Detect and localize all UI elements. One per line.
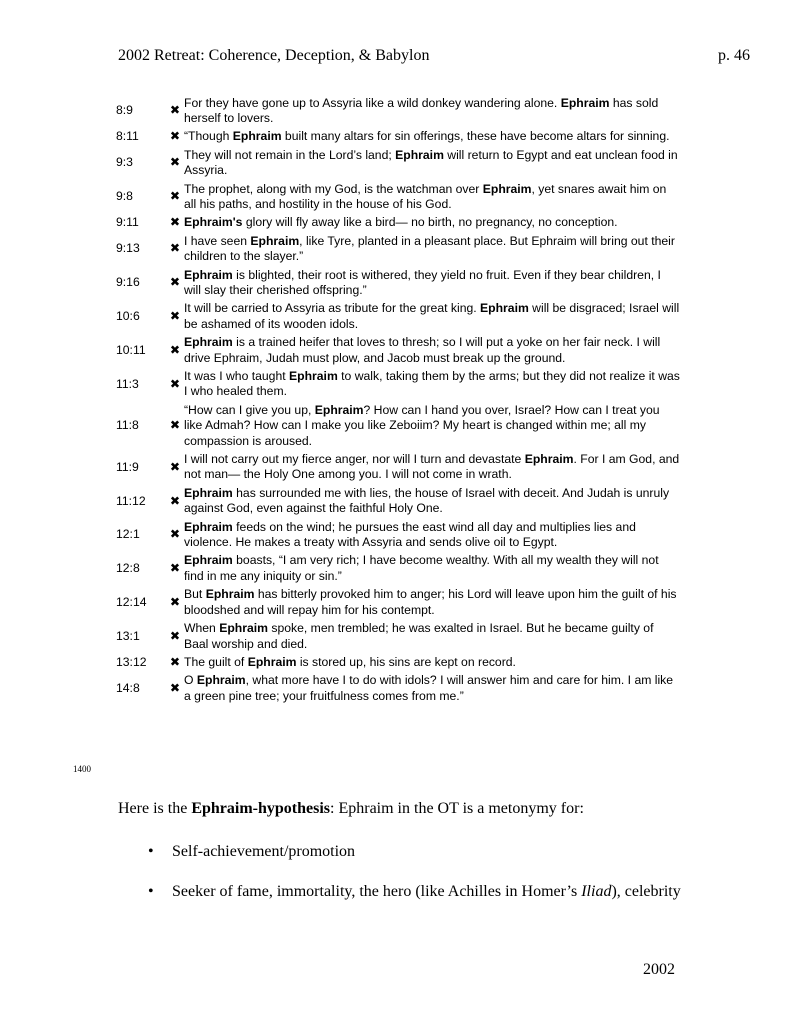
verse-reference: 11:3 (116, 376, 139, 391)
hypothesis-term: Ephraim-hypothesis (191, 800, 331, 817)
verse-text (184, 672, 680, 706)
verse-row (116, 128, 680, 146)
verse-text-part: feeds on the wind; he pursues the east wind all day and multiplies lies and violence. He makes a treaty with Assyria and sends olive oil to Egypt. (184, 519, 636, 550)
verse-row (116, 334, 680, 368)
verse-text (184, 128, 680, 146)
verse-text-part: . For I am God, and not man— the Holy One among you. I will not come in wrath. (184, 452, 680, 482)
bullet-text-italic: Iliad (581, 883, 612, 900)
verse-text-part: glory will fly away like a bird— no birth, no pregnancy, no conception. (242, 215, 618, 230)
verse-row (116, 484, 680, 518)
verse-text-part: has sold herself to lovers. (184, 95, 659, 125)
verse-reference: 12:14 (116, 594, 147, 609)
verse-text-bold: Ephraim (219, 621, 268, 636)
verse-text-part: has bitterly provoked him to anger; his Lord will leave upon him the guilt of his bloodshed and will repay him for his contempt. (184, 587, 677, 617)
verse-text-part: to walk, taking them by the arms; but they did not realize it was I who healed them. (184, 369, 680, 399)
verse-text-part: ? How can I hand you over, Israel? How can I treat you like Admah? How can I make you like Zeboiim? My heart is changed within me; all my compassion is aroused. (184, 402, 660, 448)
x-mark-icon: ✖ (169, 103, 181, 118)
verse-text-part: spoke, men trembled; he was exalted in Israel. But he became guilty of Baal worship and died. (184, 621, 654, 651)
verse-text (184, 368, 680, 402)
x-mark-icon: ✖ (169, 654, 181, 669)
verse-text (184, 94, 680, 128)
verse-text (184, 300, 680, 334)
verse-text (184, 620, 680, 654)
verse-reference: 9:16 (116, 275, 140, 290)
x-mark-icon: ✖ (169, 275, 181, 290)
verse-text (184, 653, 680, 671)
page-header-title: 2002 Retreat: Coherence, Deception, & Babylon (118, 47, 430, 64)
verse-text-part: is stored up, his sins are kept on record. (296, 654, 516, 669)
verse-reference: 11:12 (116, 493, 146, 508)
verse-reference: 8:11 (116, 129, 139, 144)
verse-text-part: is blighted, their root is withered, they yield no fruit. Even if they bear children, I will slay their cherished offspring.” (184, 267, 661, 297)
verse-text (184, 232, 680, 266)
verse-text-part: I have seen (184, 233, 251, 248)
x-mark-icon: ✖ (169, 241, 181, 256)
x-mark-icon: ✖ (169, 376, 181, 391)
verse-row (116, 552, 680, 586)
verse-text (184, 484, 680, 518)
verse-text-part: built many altars for sin offerings, these have become altars for sinning. (281, 129, 670, 144)
verse-reference: 13:1 (116, 628, 140, 643)
verse-row (116, 451, 680, 485)
x-mark-icon: ✖ (169, 215, 181, 230)
verse-row (116, 518, 680, 552)
verse-row (116, 368, 680, 402)
x-mark-icon: ✖ (169, 189, 181, 204)
verse-text-bold: Ephraim (250, 233, 300, 248)
verse-text (184, 552, 680, 586)
x-mark-icon: ✖ (169, 681, 181, 696)
verse-text-bold: Ephraim (184, 553, 233, 568)
bullet-item (148, 883, 681, 901)
verse-text-part: boasts, “I am very rich; I have become wealthy. With all my wealth they will not find in me any iniquity or sin.” (184, 553, 659, 583)
verse-text-bold: Ephraim (247, 654, 297, 669)
verse-text (184, 214, 680, 232)
verse-text-bold: Ephraim (482, 181, 532, 196)
verse-text-part: When (184, 621, 220, 636)
hypothesis-suffix: : Ephraim in the OT is a metonymy for: (330, 800, 584, 817)
verse-reference: 9:8 (116, 189, 133, 204)
x-mark-icon: ✖ (169, 309, 181, 324)
verse-text (184, 146, 680, 180)
verse-row (116, 214, 680, 232)
bullet-text: Seeker of fame, immortality, the hero (like Achilles in Homer’s (172, 883, 582, 900)
verse-text-part: will be disgraced; Israel will be ashamed of its wooden idols. (184, 301, 680, 331)
verse-text (184, 401, 680, 450)
verse-reference: 11:8 (116, 418, 139, 433)
verse-text-bold: Ephraim (289, 369, 338, 383)
verse-text-part: I will not carry out my fierce anger, nor will I turn and devastate (184, 452, 525, 467)
verse-text-part: “Though (184, 129, 233, 144)
verse-row (116, 94, 680, 128)
bullet-dot: • (148, 843, 154, 860)
x-mark-icon: ✖ (169, 129, 181, 144)
x-mark-icon: ✖ (169, 628, 181, 643)
verse-text-part: For they have gone up to Assyria like a wild donkey wandering alone. (184, 95, 561, 110)
verse-reference: 8:9 (116, 103, 133, 118)
verse-row (116, 653, 680, 671)
verse-row (116, 672, 680, 706)
verse-reference: 9:11 (116, 215, 139, 230)
verse-text-part: O (184, 673, 197, 688)
verse-text-bold: Ephraim (524, 452, 574, 467)
verse-text-bold: Ephraim (560, 95, 610, 110)
line-number: 1400 (73, 764, 91, 774)
verse-text-part: The prophet, along with my God, is the watchman over (184, 181, 483, 196)
page-number: p. 46 (718, 47, 750, 64)
verse-reference: 13:12 (116, 654, 147, 669)
verse-reference: 12:8 (116, 561, 140, 576)
verse-reference: 10:11 (116, 342, 146, 357)
x-mark-icon: ✖ (169, 342, 181, 357)
verse-text-bold: Ephraim (184, 519, 233, 534)
verse-text-part: , what more have I to do with idols? I will answer him and care for him. I am like a green pine tree; your fruitfulness comes from me.” (184, 673, 674, 703)
x-mark-icon: ✖ (169, 594, 181, 609)
verse-text-part: is a trained heifer that loves to thresh; so I will put a yoke on her fair neck. I will drive Ephraim, Judah must plow, and Jacob must break up the ground. (184, 335, 661, 365)
verse-text-part: has surrounded me with lies, the house of Israel with deceit. And Judah is unruly against God, even against the faithful Holy One. (184, 485, 670, 516)
verse-table-body (116, 94, 680, 706)
verse-text (184, 451, 680, 485)
verse-text-bold: Ephraim (196, 673, 246, 688)
verse-row (116, 146, 680, 180)
bullet-item (148, 843, 355, 861)
verse-text (184, 586, 680, 620)
verse-row (116, 232, 680, 266)
x-mark-icon: ✖ (169, 459, 181, 474)
x-mark-icon: ✖ (169, 527, 181, 542)
verse-table (116, 94, 680, 706)
verse-text-bold: Ephraim (184, 335, 233, 350)
verse-text-part: It was I who taught (184, 369, 290, 383)
x-mark-icon: ✖ (169, 418, 181, 433)
verse-text-part: They will not remain in the Lord’s land; (184, 147, 396, 162)
verse-text-part: “How can I give you up, (184, 402, 315, 417)
verse-text-bold: Ephraim (184, 485, 233, 500)
verse-row (116, 300, 680, 334)
verse-text-bold: Ephraim (184, 267, 233, 282)
verse-row (116, 180, 680, 214)
verse-text (184, 266, 680, 300)
verse-text-part: The guilt of (184, 654, 248, 669)
verse-text-bold: Ephraim (232, 129, 282, 144)
verse-reference: 12:1 (116, 527, 140, 542)
verse-text (184, 334, 680, 368)
verse-text-part: , yet snares await him on all his paths, and hostility in the house of his God. (184, 181, 667, 211)
verse-reference: 9:3 (116, 155, 133, 170)
verse-text-part: But (184, 587, 206, 602)
verse-text-bold: Ephraim (314, 402, 364, 417)
x-mark-icon: ✖ (169, 155, 181, 170)
footer-year: 2002 (643, 961, 675, 978)
bullet-dot: • (148, 883, 154, 900)
hypothesis-statement (118, 800, 584, 818)
hypothesis-prefix: Here is the (118, 800, 192, 817)
verse-text-part: , like Tyre, planted in a pleasant place. But Ephraim will bring out their children to the slayer.” (184, 233, 675, 264)
verse-text-bold: Ephraim (480, 301, 529, 316)
verse-reference: 9:13 (116, 241, 140, 256)
verse-text-bold: Ephraim's (184, 215, 243, 230)
verse-text-part: will return to Egypt and eat unclean food in Assyria. (184, 147, 678, 178)
verse-text-bold: Ephraim (205, 587, 255, 602)
verse-text-part: It will be carried to Assyria as tribute for the great king. (184, 301, 481, 316)
x-mark-icon: ✖ (169, 561, 181, 576)
bullet-text: Self-achievement/promotion (172, 843, 356, 860)
verse-reference: 10:6 (116, 309, 140, 324)
verse-reference: 11:9 (116, 459, 139, 474)
verse-text-bold: Ephraim (395, 147, 444, 162)
x-mark-icon: ✖ (169, 493, 181, 508)
verse-reference: 14:8 (116, 681, 140, 696)
bullet-text: ), celebrity (611, 883, 681, 900)
verse-row (116, 401, 680, 450)
verse-text (184, 180, 680, 214)
verse-row (116, 586, 680, 620)
verse-row (116, 620, 680, 654)
verse-row (116, 266, 680, 300)
verse-text (184, 518, 680, 552)
